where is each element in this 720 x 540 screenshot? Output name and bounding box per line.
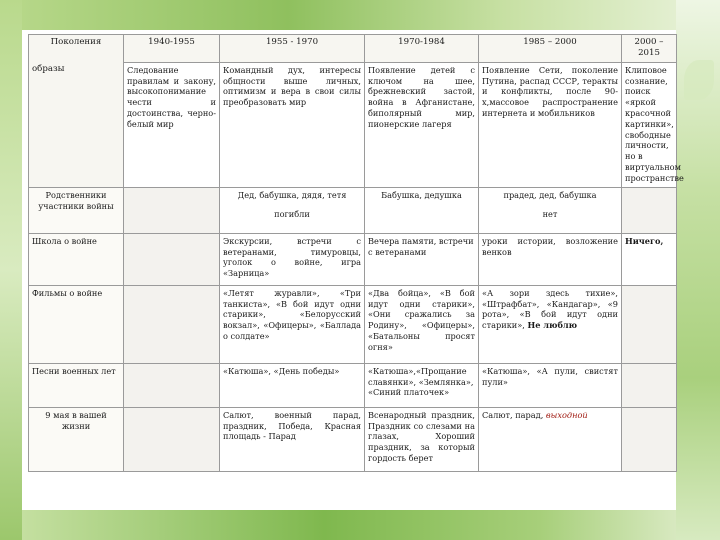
relatives-1985-top: прадед, дед, бабушка — [503, 189, 597, 200]
images-cell-1985: Появление Сети, поколение Путина, распад СССР, теракты и конфликты, после 90-х,массовое распространение интернета и мобильников — [479, 62, 622, 187]
decorative-frame-bottom — [0, 510, 720, 540]
may9-cell-1970: Всенародный праздник, Праздник со слезами на глазах, Хороший праздник, за который гордость берет — [365, 407, 479, 471]
school-cell-1955: Экскурсии, встречи с ветеранами, тимуровцы, уголок о войне, игра «Зарница» — [220, 233, 365, 285]
school-cell-1940 — [124, 233, 220, 285]
table-row-songs — [29, 363, 677, 407]
songs-cell-1985: «Катюша», «А пули, свистят пули» — [479, 363, 622, 407]
header-col-1940: 1940-1955 — [124, 35, 220, 63]
header-generation-cell — [29, 35, 124, 188]
school-cell-1985: уроки истории, возложение венков — [479, 233, 622, 285]
may9-cell-1940 — [124, 407, 220, 471]
songs-cell-2000 — [622, 363, 677, 407]
header-col-1970: 1970-1984 — [365, 35, 479, 63]
header-col-2000: 2000 – 2015 — [622, 35, 677, 63]
header-images: образы — [32, 64, 65, 75]
may9-cell-1985 — [479, 407, 622, 471]
header-generation: Поколения — [50, 37, 102, 47]
generations-table — [28, 34, 684, 472]
header-col-1985: 1985 – 2000 — [479, 35, 622, 63]
films-label: Фильмы о войне — [29, 285, 124, 363]
relatives-cell-1955 — [220, 187, 365, 233]
images-cell-1970: Появление детей с ключом на шее, брежневский застой, война в Афганистане, биполярный мир, пионерские лагеря — [365, 62, 479, 187]
header-col-1955: 1955 - 1970 — [220, 35, 365, 63]
decorative-frame-left — [0, 0, 22, 540]
relatives-1985-bottom: нет — [542, 208, 558, 219]
table-row-films — [29, 285, 677, 363]
may9-cell-1955: Салют, военный парад, праздник, Победа, Красная площадь - Парад — [220, 407, 365, 471]
school-cell-2000: Ничего, — [622, 233, 677, 285]
films-cell-2000 — [622, 285, 677, 363]
images-cell-1940: Следование правилам и закону, высокопонимание чести и достоинства, черно-белый мир — [124, 62, 220, 187]
films-cell-1970: «Два бойца», «В бой идут одни старики», «Они сражались за Родину», «Офицеры», «Батальоны просят огня» — [365, 285, 479, 363]
images-cell-1955: Командный дух, интересы общности выше личных, оптимизм и вера в свои силы преобразовать мир — [220, 62, 365, 187]
relatives-cell-2000 — [622, 187, 677, 233]
table-row-images — [29, 62, 677, 187]
decorative-leaf — [684, 60, 714, 100]
films-1985-note: Не люблю — [527, 320, 578, 331]
may9-1985-text: Салют, парад, — [482, 409, 546, 420]
table-header-row — [29, 35, 677, 63]
films-cell-1985 — [479, 285, 622, 363]
relatives-cell-1970: Бабушка, дедушка — [365, 187, 479, 233]
relatives-1955-top: Дед, бабушка, дядя, тетя — [237, 189, 347, 200]
may9-label: 9 мая в вашей жизни — [29, 407, 124, 471]
relatives-cell-1985 — [479, 187, 622, 233]
relatives-cell-1940 — [124, 187, 220, 233]
relatives-label: Родственники участники войны — [29, 187, 124, 233]
may9-cell-2000 — [622, 407, 677, 471]
songs-cell-1955: «Катюша», «День победы» — [220, 363, 365, 407]
table-row-may9 — [29, 407, 677, 471]
may9-1985-highlight: выходной — [545, 409, 588, 420]
songs-cell-1970: «Катюша»,«Прощание славянки», «Землянка», «Синий платочек» — [365, 363, 479, 407]
songs-label: Песни военных лет — [29, 363, 124, 407]
school-cell-1970: Вечера памяти, встречи с ветеранами — [365, 233, 479, 285]
images-cell-2000: Клиповое сознание, поиск «яркой красочной картинки», свободные личности, но в виртуальном пространстве — [622, 62, 677, 187]
decorative-frame-top — [0, 0, 720, 30]
songs-cell-1940 — [124, 363, 220, 407]
films-cell-1955: «Летят журавли», «Три танкиста», «В бой идут одни старики», «Белорусский вокзал», «Офицеры», «Баллада о солдате» — [220, 285, 365, 363]
school-label: Школа о войне — [29, 233, 124, 285]
films-cell-1940 — [124, 285, 220, 363]
relatives-1955-bottom: погибли — [274, 208, 310, 219]
table-row-relatives — [29, 187, 677, 233]
table-row-school — [29, 233, 677, 285]
films-1985-list: «А зори здесь тихие», «Штрафбат», «Кандагар», «9 рота», «В бой идут одни старики», — [482, 287, 618, 331]
